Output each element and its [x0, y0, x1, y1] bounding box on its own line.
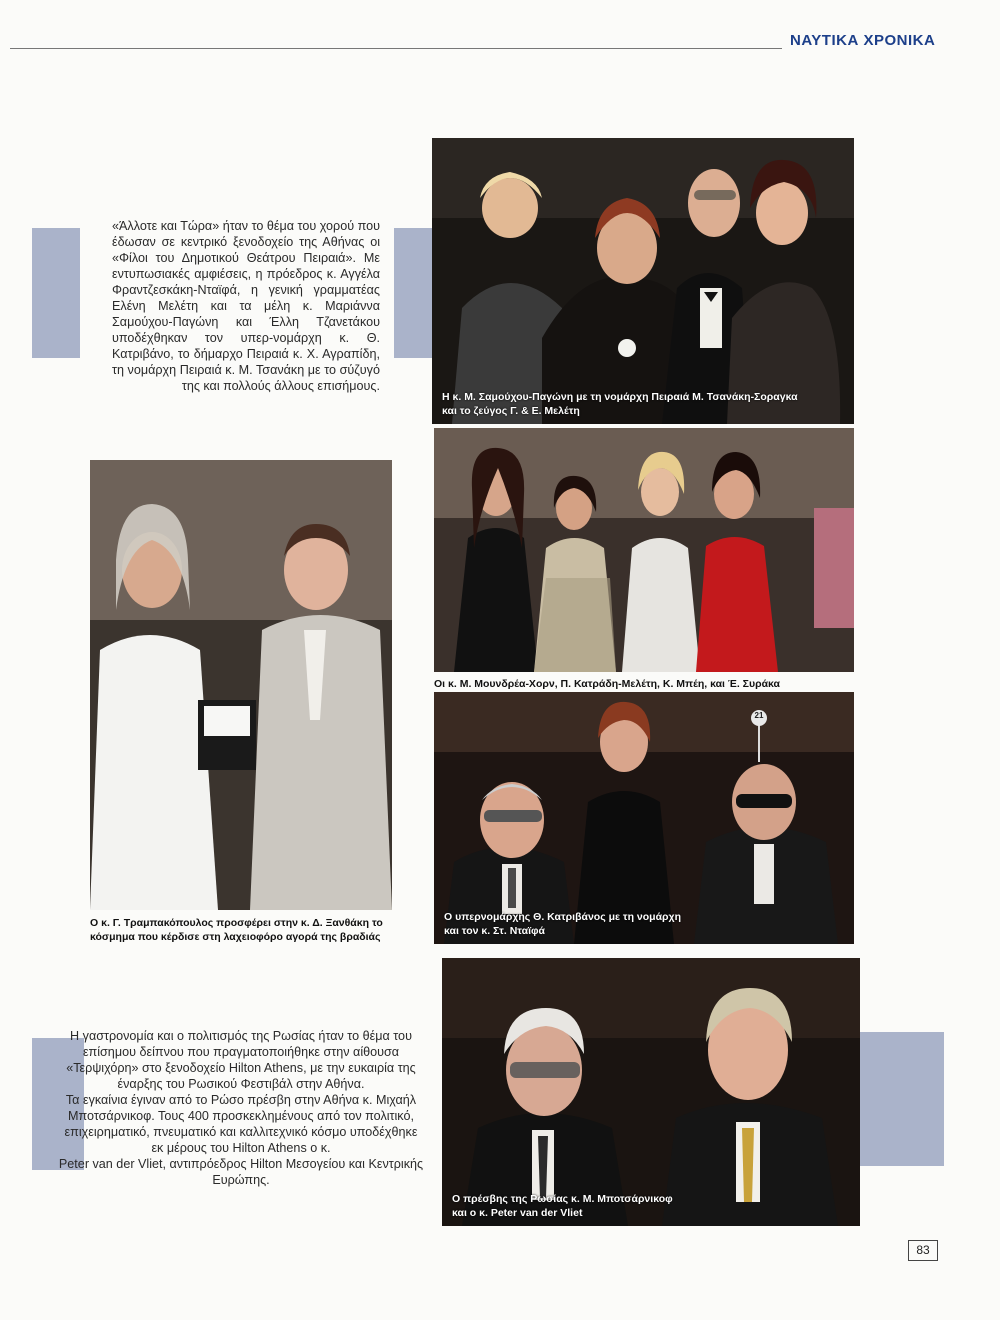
- photo-ambassador: [442, 958, 860, 1226]
- photo-ambassador-caption: [452, 1192, 673, 1220]
- photo-prefect-group-caption: [444, 910, 681, 938]
- photo-left-award-caption-line-1: Ο κ. Γ. Τραμπακόπουλος προσφέρει στην κ. Δ. Ξανθάκη το: [90, 917, 383, 929]
- photo-top-right-image: [432, 138, 854, 424]
- photo-four-women: [434, 428, 854, 672]
- page-number: 83: [908, 1240, 938, 1261]
- photo-prefect-group-caption-line-1: Ο υπερνομάρχης Θ. Κατριβάνος με τη νομάρχη: [444, 911, 681, 923]
- photo-prefect-group-image: [434, 692, 854, 944]
- header-rule: [10, 48, 782, 49]
- accent-block-mid-top: [394, 228, 434, 358]
- photo-ambassador-caption-line-2: και ο κ. Peter van der Vliet: [452, 1207, 583, 1219]
- magazine-title: ΝΑΥΤΙΚΑ ΧΡΟΝΙΚΑ: [790, 32, 936, 49]
- photo-left-award: [90, 460, 392, 910]
- photo-ambassador-image: [442, 958, 860, 1226]
- accent-block-left-top: [32, 228, 80, 358]
- photo-prefect-group-caption-line-2: και τον κ. Στ. Νταϊφά: [444, 925, 546, 937]
- photo-top-right: [432, 138, 854, 424]
- photo-top-right-caption-line-1: Η κ. Μ. Σαμούχου-Παγώνη με τη νομάρχη Πειραιά Μ. Τσανάκη-Σοραγκα: [442, 391, 798, 403]
- photo-left-award-caption: [90, 916, 392, 944]
- photo-top-right-caption: [442, 390, 798, 418]
- photo-ambassador-caption-line-1: Ο πρέσβης της Ρωσίας κ. Μ. Μποτσάρνικοφ: [452, 1193, 673, 1205]
- photo-four-women-caption: Οι κ. Μ. Μουνδρέα-Χορν, Π. Κατράδη-Μελέτη, Κ. Μπέη, και Έ. Συράκα: [434, 678, 780, 690]
- article-1-body: [112, 218, 380, 394]
- article-2-paragraph-2: Τα εγκαίνια έγιναν από το Ρώσο πρέσβη στην Αθήνα κ. Μιχαήλ Μποτσάρνικοφ. Τους 400 προσκεκλημένους από τον πολιτικό, επιχειρηματικό, πνευματικό και καλλιτεχνικό κόσμο υποδέχθηκε εκ μέρους του Hilton Athens ο κ.: [64, 1093, 418, 1155]
- photo-left-award-image: [90, 460, 392, 910]
- photo-left-award-caption-line-2: κόσμημα που κέρδισε στη λαχειοφόρο αγορά της βραδιάς: [90, 931, 381, 943]
- article-2-body: [58, 1028, 424, 1188]
- accent-block-right-bottom: [860, 1032, 944, 1166]
- photo-four-women-image: [434, 428, 854, 672]
- article-2-paragraph-1: Η γαστρονομία και ο πολιτισμός της Ρωσίας ήταν το θέμα του επίσημου δείπνου που πραγματοποιήθηκε στην αίθουσα «Τερψιχόρη» στο ξενοδοχείο Hilton Athens, με την ευκαιρία της έναρξης του Ρωσικού Φεστιβάλ στην Αθήνα.: [66, 1029, 416, 1091]
- article-1-paragraph: «Άλλοτε και Τώρα» ήταν το θέμα του χορού που έδωσαν σε κεντρικό ξενοδοχείο της Αθήνας οι «Φίλοι του Δημοτικού Θεάτρου Πειραιά». Με εντυπωσιακές αμφιέσεις, η πρόεδρος κ. Αγγέλα Φραντζεσκάκη-Νταϊφά, η γενική γραμματέας Ελένη Μελέτη και τα μέλη κ. Μαριάννα Σαμούχου-Παγώνη και Έλλη Τζανετάκου υποδέχθηκαν τον υπερ-νομάρχη κ. Θ. Κατριβάνο, το δήμαρχο Πειραιά κ. Χ. Αγραπίδη, τη νομάρχη Πειραιά κ. Μ. Τσανάκη με το σύζυγό της και πολλούς άλλους επισήμους.: [112, 219, 380, 393]
- photo-top-right-caption-line-2: και το ζεύγος Γ. & Ε. Μελέτη: [442, 405, 580, 417]
- photo-prefect-group: [434, 692, 854, 944]
- table-number: 21: [754, 711, 764, 720]
- article-2-paragraph-3: Peter van der Vliet, αντιπρόεδρος Hilton Μεσογείου και Κεντρικής Ευρώπης.: [58, 1157, 424, 1187]
